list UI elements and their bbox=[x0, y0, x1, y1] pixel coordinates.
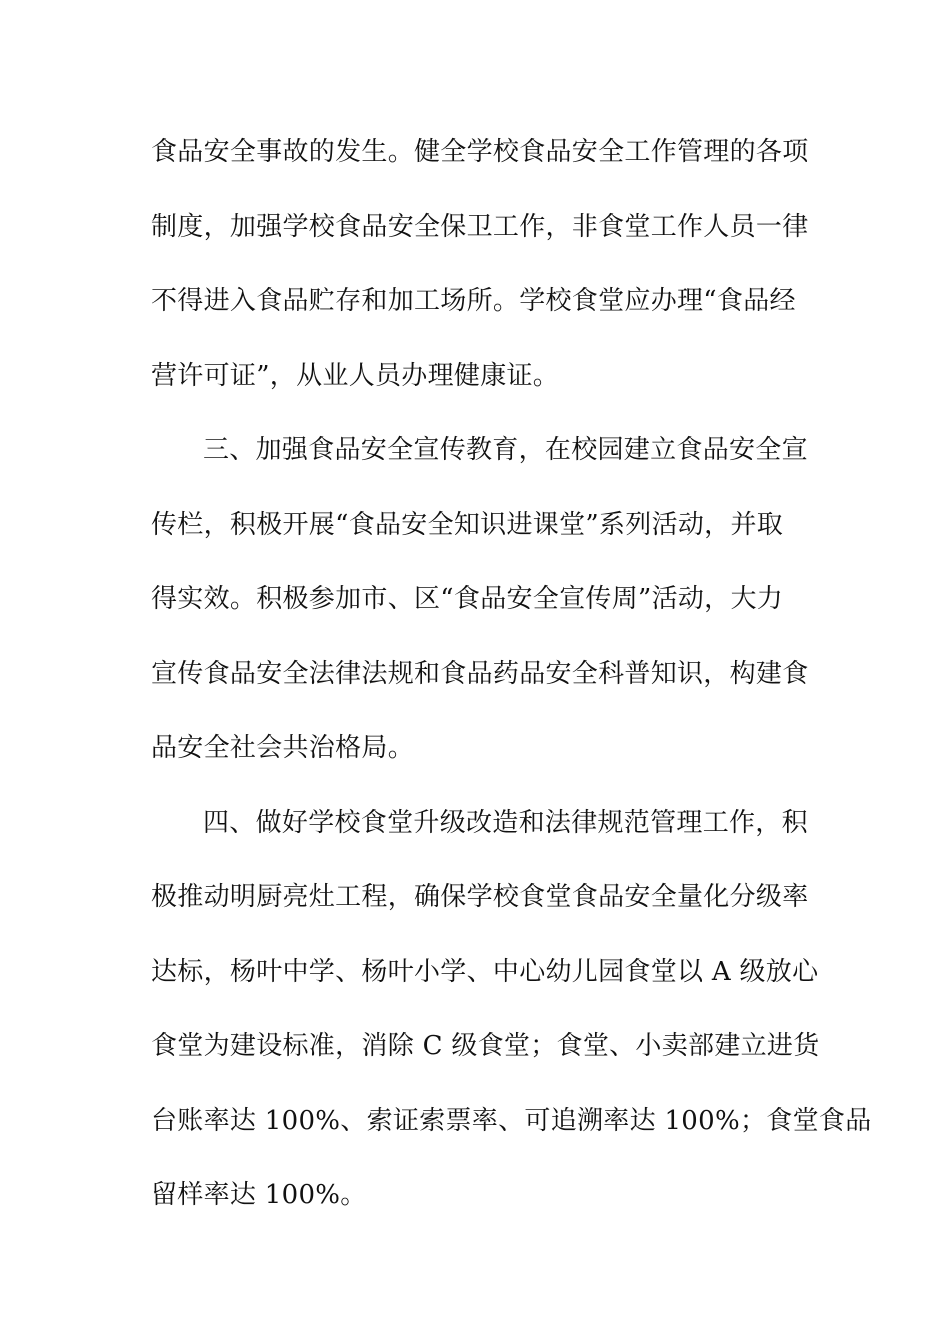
paragraph-food-safety-system bbox=[151, 128, 809, 426]
text-line: 达标，杨叶中学、杨叶小学、中心幼儿园食堂以 A 级放心 bbox=[151, 956, 819, 987]
text-line: 不得进入食品贮存和加工场所。学校食堂应办理“食品经 bbox=[151, 286, 796, 316]
text-line: 制度，加强学校食品安全保卫工作，非食堂工作人员一律 bbox=[151, 211, 809, 242]
paragraph-three-publicity bbox=[151, 426, 809, 799]
text-line: 极推动明厨亮灶工程，确保学校食堂食品安全量化分级率 bbox=[151, 882, 809, 912]
text-line: 营许可证”，从业人员办理健康证。 bbox=[151, 360, 560, 391]
text-line: 传栏，积极开展“食品安全知识进课堂”系列活动，并取 bbox=[151, 509, 784, 540]
text-line: 得实效。积极参加市、区“食品安全宣传周”活动，大力 bbox=[151, 584, 784, 614]
text-line: 留样率达 100%。 bbox=[151, 1180, 367, 1210]
text-line: 食品安全事故的发生。健全学校食品安全工作管理的各项 bbox=[151, 137, 809, 167]
text-line: 品安全社会共治格局。 bbox=[151, 733, 415, 763]
text-line: 台账率达 100%、索证索票率、可追溯率达 100%；食堂食品 bbox=[151, 1105, 872, 1136]
text-line: 四、做好学校食堂升级改造和法律规范管理工作，积 bbox=[203, 807, 808, 838]
text-line: 食堂为建设标准，消除 C 级食堂；食堂、小卖部建立进货 bbox=[151, 1031, 820, 1061]
paragraph-four-canteen-upgrade bbox=[151, 799, 872, 1246]
text-line: 宣传食品安全法律法规和食品药品安全科普知识，构建食 bbox=[151, 658, 809, 689]
text-line: 三、加强食品安全宣传教育，在校园建立食品安全宣 bbox=[203, 435, 808, 465]
body-text bbox=[151, 128, 872, 1246]
